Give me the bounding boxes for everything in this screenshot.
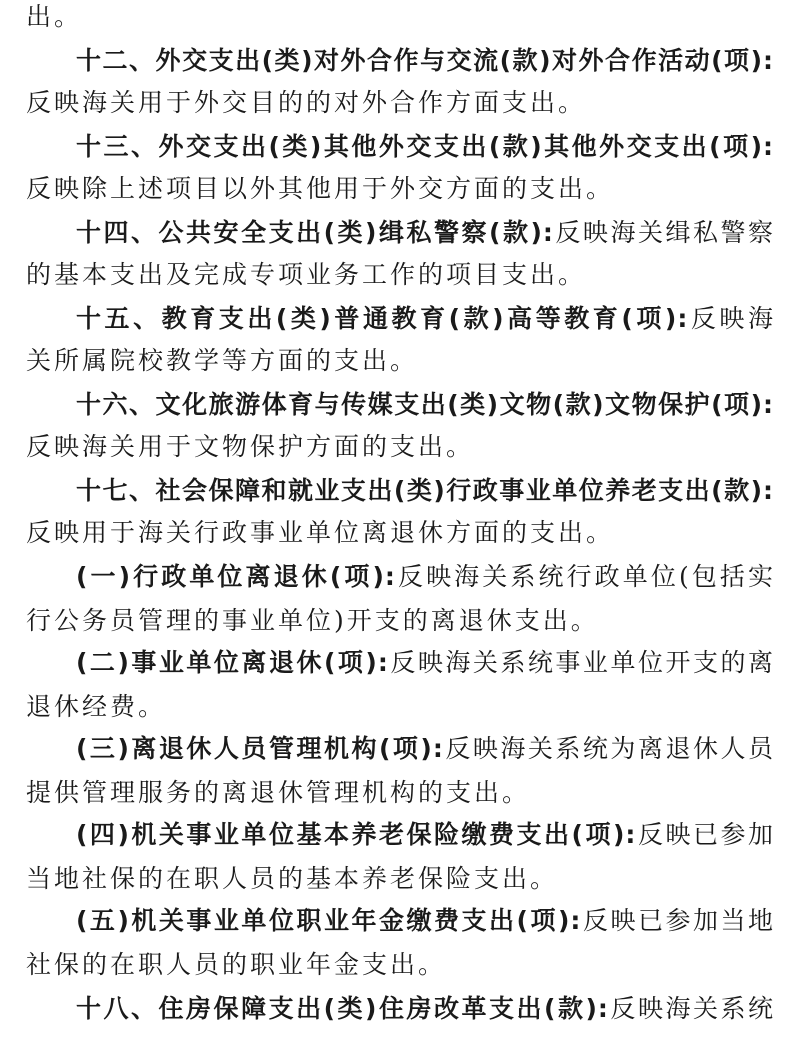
paragraph-heading-line xyxy=(76,218,774,248)
paragraph-text: 反映海关系统为离退休人员 xyxy=(443,734,774,763)
paragraph-text: 反映海关系统行政单位(包括实 xyxy=(395,562,774,591)
section-heading: 十四、公共安全支出(类)缉私警察(款): xyxy=(76,218,554,247)
paragraph-heading-line xyxy=(76,390,774,420)
subsection-heading: (四)机关事业单位基本养老保险缴费支出(项): xyxy=(76,820,637,849)
paragraph-text: 提供管理服务的离退休管理机构的支出。 xyxy=(26,778,531,807)
section-heading: 十五、教育支出(类)普通教育(款)高等教育(项): xyxy=(76,304,689,333)
section-heading: 十七、社会保障和就业支出(类)行政事业单位养老支出(款): xyxy=(76,476,774,505)
section-heading: 十二、外交支出(类)对外合作与交流(款)对外合作活动(项): xyxy=(76,46,774,75)
paragraph-heading-line xyxy=(76,734,774,764)
paragraph-line xyxy=(26,778,774,808)
paragraph-heading-line xyxy=(76,132,774,162)
paragraph-line xyxy=(26,864,774,894)
paragraph-line xyxy=(26,88,774,118)
paragraph-line xyxy=(26,950,774,980)
paragraph-text: 反映用于海关行政事业单位离退休方面的支出。 xyxy=(26,518,615,547)
paragraph-text: 行公务员管理的事业单位)开支的离退休支出。 xyxy=(26,606,599,635)
paragraph-text: 反映海 xyxy=(688,304,774,333)
paragraph-text: 当地社保的在职人员的基本养老保险支出。 xyxy=(26,864,559,893)
paragraph-text: 反映海关用于外交目的的对外合作方面支出。 xyxy=(26,88,587,117)
paragraph-line xyxy=(26,174,774,204)
paragraph-line xyxy=(26,432,774,462)
paragraph-line xyxy=(26,692,774,722)
paragraph-line xyxy=(26,518,774,548)
paragraph-line xyxy=(26,260,774,290)
paragraph-heading-line xyxy=(76,562,774,592)
paragraph-heading-line xyxy=(76,906,774,936)
paragraph-text: 的基本支出及完成专项业务工作的项目支出。 xyxy=(26,260,587,289)
section-heading: 十三、外交支出(类)其他外交支出(款)其他外交支出(项): xyxy=(76,132,774,161)
paragraph-text: 关所属院校教学等方面的支出。 xyxy=(26,346,419,375)
paragraph-text: 反映海关系统 xyxy=(608,994,774,1023)
subsection-heading: (一)行政单位离退休(项): xyxy=(76,562,396,591)
subsection-heading: (三)离退休人员管理机构(项): xyxy=(76,734,444,763)
paragraph-text: 反映海关系统事业单位开支的离 xyxy=(388,648,774,677)
section-heading: 十六、文化旅游体育与传媒支出(类)文物(款)文物保护(项): xyxy=(76,390,774,419)
paragraph-text: 反映已参加当地 xyxy=(581,906,774,935)
paragraph-text: 反映海关缉私警察 xyxy=(553,218,774,247)
paragraph-text: 反映已参加 xyxy=(636,820,774,849)
paragraph-text: 出。 xyxy=(26,2,83,31)
paragraph-text: 退休经费。 xyxy=(26,692,167,721)
paragraph-heading-line xyxy=(76,648,774,678)
paragraph-heading-line xyxy=(76,476,774,506)
paragraph-line xyxy=(26,606,774,636)
paragraph-heading-line xyxy=(76,304,774,334)
subsection-heading: (二)事业单位离退休(项): xyxy=(76,648,389,677)
paragraph-text: 社保的在职人员的职业年金支出。 xyxy=(26,950,447,979)
paragraph-text: 反映海关用于文物保护方面的支出。 xyxy=(26,432,475,461)
paragraph-text: 反映除上述项目以外其他用于外交方面的支出。 xyxy=(26,174,615,203)
paragraph-heading-line xyxy=(76,46,774,76)
paragraph-line xyxy=(26,346,774,376)
section-heading: 十八、住房保障支出(类)住房改革支出(款): xyxy=(76,994,609,1023)
paragraph-continuation xyxy=(26,2,774,32)
subsection-heading: (五)机关事业单位职业年金缴费支出(项): xyxy=(76,906,582,935)
paragraph-heading-line xyxy=(76,820,774,850)
paragraph-heading-line xyxy=(76,994,774,1024)
